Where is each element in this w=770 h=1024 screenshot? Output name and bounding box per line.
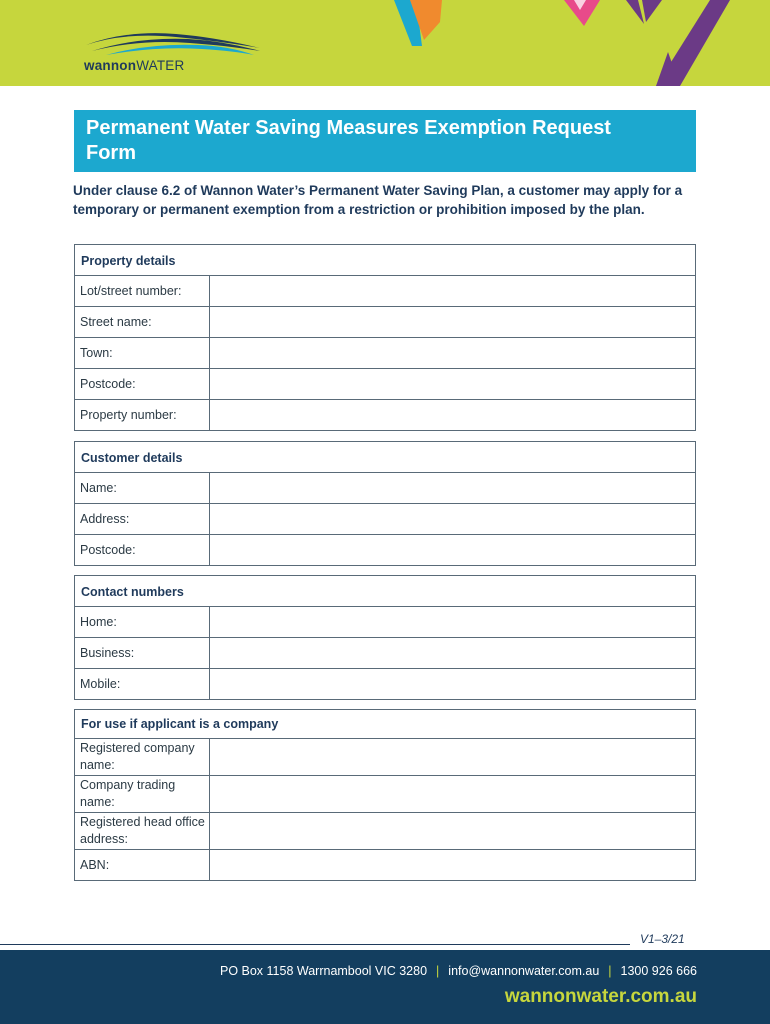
field-label: Lot/street number: xyxy=(75,276,210,306)
lot-street-number-input[interactable] xyxy=(210,276,695,306)
field-label: Postcode: xyxy=(75,369,210,399)
form-row xyxy=(75,473,695,504)
form-row xyxy=(75,535,695,565)
property-postcode-input[interactable] xyxy=(210,369,695,399)
customer-address-input[interactable] xyxy=(210,504,695,534)
separator: | xyxy=(608,964,612,978)
head-office-address-input[interactable] xyxy=(210,813,695,849)
page-header xyxy=(0,0,770,86)
field-label: Street name: xyxy=(75,307,210,337)
field-label: Name: xyxy=(75,473,210,503)
section-heading: Property details xyxy=(75,245,695,276)
phone-number[interactable]: 1300 926 666 xyxy=(620,964,697,978)
section-company-applicant xyxy=(74,709,696,881)
field-label: Postcode: xyxy=(75,535,210,565)
email-link[interactable]: info@wannonwater.com.au xyxy=(448,964,600,978)
property-number-input[interactable] xyxy=(210,400,695,430)
field-label: Company trading name: xyxy=(75,776,210,812)
section-heading: For use if applicant is a company xyxy=(75,710,695,739)
form-row xyxy=(75,638,695,669)
mobile-phone-input[interactable] xyxy=(210,669,695,699)
form-row xyxy=(75,369,695,400)
form-row xyxy=(75,504,695,535)
form-intro: Under clause 6.2 of Wannon Water’s Permanent Water Saving Plan, a customer may apply for a temporary or permanent exemption from a restriction or prohibition imposed by the plan. xyxy=(73,183,683,217)
registered-company-name-input[interactable] xyxy=(210,739,695,775)
field-label: Business: xyxy=(75,638,210,668)
postal-address: PO Box 1158 Warrnambool VIC 3280 xyxy=(219,964,428,978)
form-row xyxy=(75,607,695,638)
field-label: Mobile: xyxy=(75,669,210,699)
company-trading-name-input[interactable] xyxy=(210,776,695,812)
field-label: Registered head office address: xyxy=(75,813,210,849)
section-customer-details xyxy=(74,441,696,566)
website-link[interactable]: wannonwater.com.au xyxy=(504,986,697,1007)
abn-input[interactable] xyxy=(210,850,695,880)
separator: | xyxy=(436,964,440,978)
section-property-details xyxy=(74,244,696,431)
form-row xyxy=(75,813,695,850)
field-label: Property number: xyxy=(75,400,210,430)
form-title-banner xyxy=(74,110,696,172)
customer-name-input[interactable] xyxy=(210,473,695,503)
decorative-triangles xyxy=(380,0,770,86)
section-heading: Customer details xyxy=(75,442,695,473)
business-phone-input[interactable] xyxy=(210,638,695,668)
street-name-input[interactable] xyxy=(210,307,695,337)
form-row xyxy=(75,307,695,338)
form-row xyxy=(75,739,695,776)
town-input[interactable] xyxy=(210,338,695,368)
form-row xyxy=(75,776,695,813)
form-row xyxy=(75,276,695,307)
field-label: Town: xyxy=(75,338,210,368)
field-label: Registered company name: xyxy=(75,739,210,775)
form-row xyxy=(75,850,695,880)
form-row xyxy=(75,669,695,699)
version-divider xyxy=(0,944,630,945)
footer-contacts xyxy=(220,964,697,978)
wannon-water-logo xyxy=(84,28,264,76)
field-label: Address: xyxy=(75,504,210,534)
form-title: Permanent Water Saving Measures Exemption Request Form xyxy=(86,117,611,164)
section-contact-numbers xyxy=(74,575,696,700)
version-label: V1–3/21 xyxy=(640,932,685,946)
field-label: ABN: xyxy=(75,850,210,880)
page-footer xyxy=(0,950,770,1024)
customer-postcode-input[interactable] xyxy=(210,535,695,565)
form-row xyxy=(75,400,695,430)
wave-logo-icon xyxy=(84,28,264,58)
section-heading: Contact numbers xyxy=(75,576,695,607)
logo-wordmark: wannonWATER xyxy=(84,58,185,73)
form-row xyxy=(75,338,695,369)
field-label: Home: xyxy=(75,607,210,637)
home-phone-input[interactable] xyxy=(210,607,695,637)
